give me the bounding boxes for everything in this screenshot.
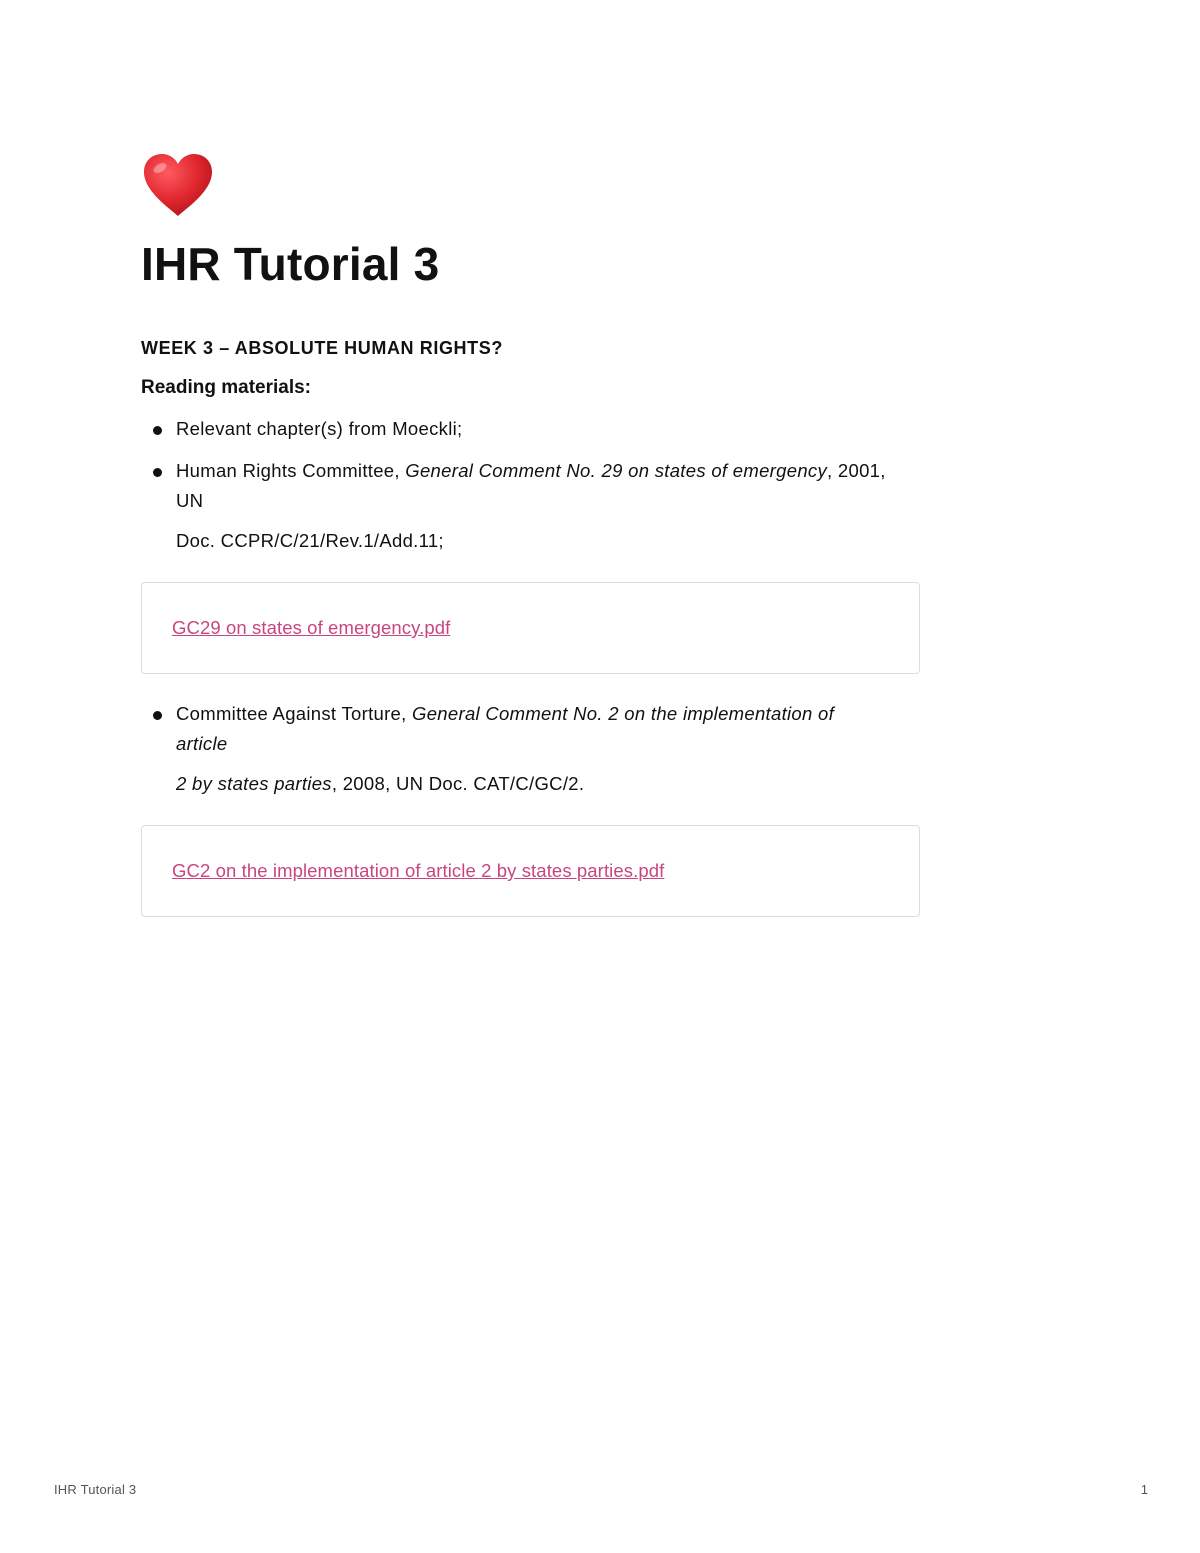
attachment-link[interactable]: GC29 on states of emergency.pdf — [172, 617, 451, 638]
reading-materials-heading: Reading materials: — [141, 377, 311, 398]
page-number: 1 — [1140, 1482, 1148, 1497]
list-item-text: UN — [176, 490, 204, 511]
list-item-text: Doc. CCPR/C/21/Rev.1/Add.11; — [176, 530, 444, 551]
list-item-text: , 2008, UN Doc. CAT/C/GC/2. — [331, 773, 585, 794]
list-item-title: General Comment No. 2 on the implementation of — [412, 703, 835, 724]
list-item-text: Committee Against Torture, — [176, 703, 413, 724]
attachment-link[interactable]: GC2 on the implementation of article 2 by states parties.pdf — [172, 860, 665, 881]
list-item-text: , 2001, — [827, 460, 886, 481]
week-heading: WEEK 3 – ABSOLUTE HUMAN RIGHTS? — [141, 338, 503, 358]
bullet-icon — [153, 468, 162, 477]
list-item-text: Human Rights Committee, — [176, 460, 406, 481]
attachment-card[interactable] — [141, 825, 920, 917]
list-item — [176, 699, 921, 799]
attachment-card[interactable] — [141, 582, 920, 674]
list-item — [176, 456, 921, 556]
list-item-text: Relevant chapter(s) from Moeckli; — [176, 418, 463, 439]
list-item-title: 2 by states parties — [176, 773, 332, 794]
page-title: IHR Tutorial 3 — [141, 238, 440, 290]
list-item — [176, 414, 921, 444]
list-item-title: article — [176, 733, 228, 754]
heart-icon — [142, 152, 214, 218]
bullet-icon — [153, 426, 162, 435]
list-item-title: General Comment No. 29 on states of emergency — [405, 460, 828, 481]
footer-title: IHR Tutorial 3 — [54, 1482, 137, 1497]
bullet-icon — [153, 711, 162, 720]
